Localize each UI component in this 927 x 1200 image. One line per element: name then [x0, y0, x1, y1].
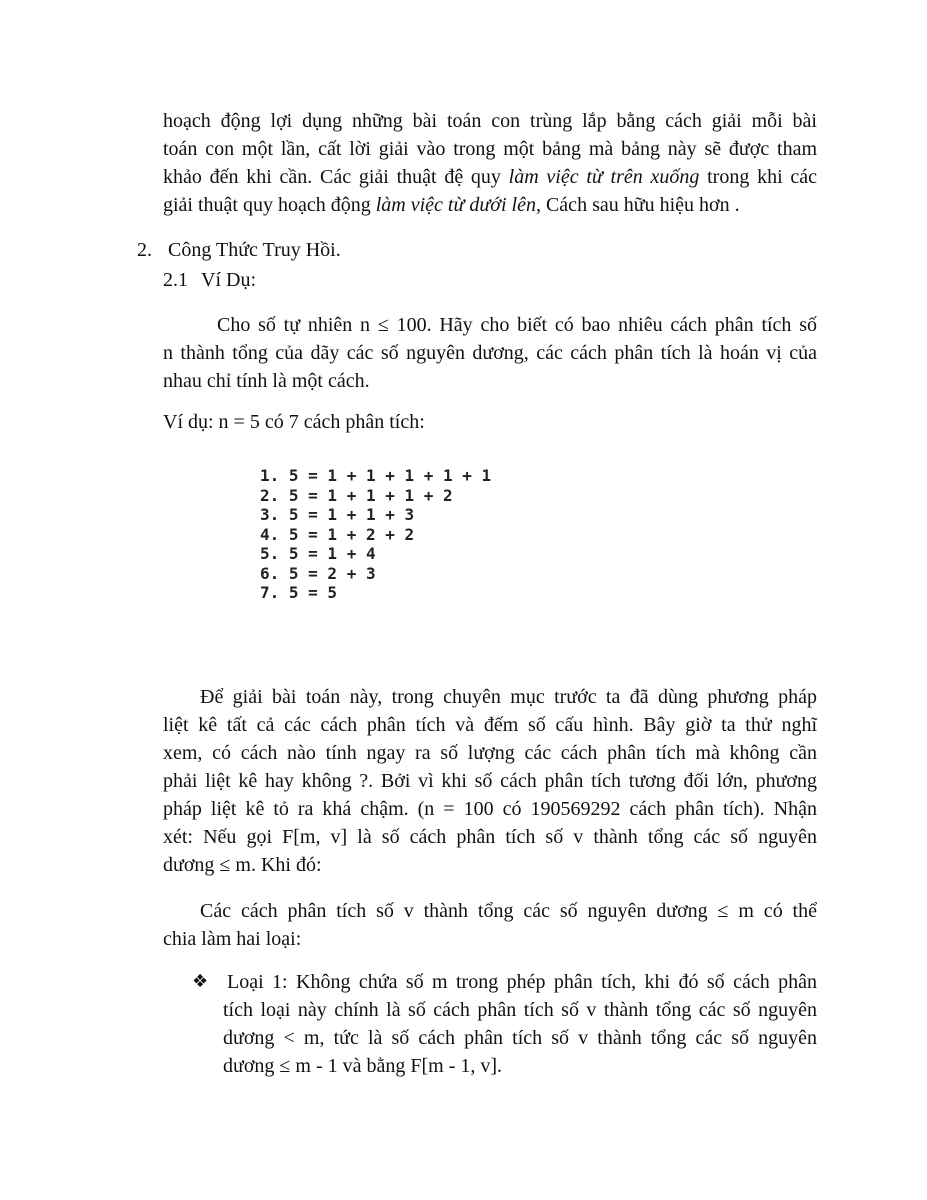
text-line — [163, 163, 817, 191]
text-line: Loại 1: Không chứa số m trong phép phân tích, khi đó số cách phân — [227, 971, 817, 993]
partition-item: 2. 5 = 1 + 1 + 1 + 2 — [260, 485, 453, 505]
text-line: xét: Nếu gọi F[m, v] là số cách phân tích số v thành tổng các số nguyên — [163, 826, 817, 848]
subsection-title: Ví Dụ: — [201, 269, 256, 291]
text-run: Cách sau hữu hiệu hơn . — [540, 194, 740, 216]
intro-paragraph — [163, 107, 817, 219]
text-line: dương < m, tức là số cách phân tích số v thành tổng các số nguyên — [223, 1027, 817, 1049]
partition-item: 6. 5 = 2 + 3 — [260, 563, 376, 583]
text-run: giải thuật quy hoạch động — [163, 194, 376, 216]
text-line: toán con một lần, cất lời giải vào trong một bảng mà bảng này sẽ được tham — [163, 138, 817, 160]
text-line: dương ≤ m - 1 và bằng F[m - 1, v]. — [223, 1055, 503, 1077]
text-line: pháp liệt kê tỏ ra khá chậm. (n = 100 có 190569292 cách phân tích). Nhận — [163, 798, 817, 820]
discussion-paragraph — [163, 683, 817, 879]
text-line: nhau chỉ tính là một cách. — [163, 370, 370, 392]
text-line: Để giải bài toán này, trong chuyên mục trước ta đã dùng phương pháp — [200, 686, 817, 708]
text-line — [163, 191, 817, 219]
text-line: tích loại này chính là số cách phân tích số v thành tổng các số nguyên — [223, 999, 817, 1021]
text-line: liệt kê tất cả các cách phân tích và đếm số cấu hình. Bây giờ ta thử nghĩ — [163, 714, 817, 736]
partition-item: 7. 5 = 5 — [260, 583, 338, 602]
problem-statement — [163, 311, 817, 395]
text-run: trong khi các — [699, 166, 817, 188]
text-line: phải liệt kê hay không ?. Bởi vì khi số cách phân tích tương đối lớn, phương — [163, 770, 817, 792]
partition-list — [260, 466, 491, 603]
section-title: Công Thức Truy Hồi. — [168, 239, 341, 261]
example-label: Ví dụ: n = 5 có 7 cách phân tích: — [163, 411, 425, 433]
text-line: n thành tổng của dãy các số nguyên dương, các cách phân tích là hoán vị của — [163, 342, 817, 364]
italic-phrase: làm việc từ trên xuống — [508, 166, 700, 188]
italic-phrase: làm việc từ dưới lên, — [375, 194, 541, 216]
text-run: khảo đến khi cần. Các giải thuật đệ quy — [163, 166, 509, 188]
bullet-item — [223, 968, 817, 1080]
text-line: hoạch động lợi dụng những bài toán con trùng lắp bằng cách giải mỗi bài — [163, 110, 817, 132]
text-line: chia làm hai loại: — [163, 928, 302, 950]
subsection-number: 2.1 — [163, 269, 188, 291]
text-line: Các cách phân tích số v thành tổng các số nguyên dương ≤ m có thể — [200, 900, 817, 922]
partition-item: 4. 5 = 1 + 2 + 2 — [260, 524, 415, 544]
text-line: Cho số tự nhiên n ≤ 100. Hãy cho biết có bao nhiêu cách phân tích số — [217, 314, 817, 336]
text-line: xem, có cách nào tính ngay ra số lượng các cách phân tích mà không cần — [163, 742, 817, 764]
partition-item: 3. 5 = 1 + 1 + 3 — [260, 505, 415, 524]
four-diamond-bullet-icon: ❖ — [192, 971, 209, 992]
partition-item: 1. 5 = 1 + 1 + 1 + 1 + 1 — [260, 466, 492, 485]
section-number: 2. — [137, 239, 152, 261]
categories-intro — [163, 897, 817, 953]
partition-item: 5. 5 = 1 + 4 — [260, 544, 376, 563]
text-line: dương ≤ m. Khi đó: — [163, 854, 322, 876]
